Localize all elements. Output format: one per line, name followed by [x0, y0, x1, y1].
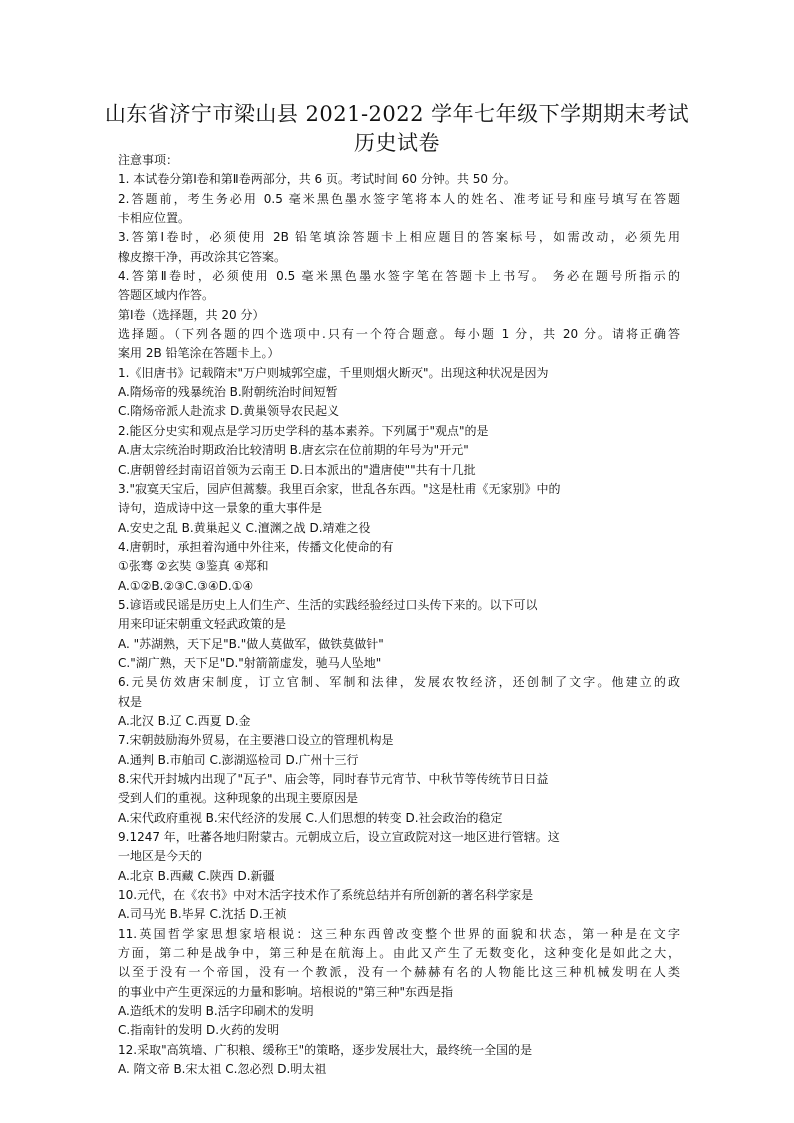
- exam-subtitle: 历史试卷: [354, 131, 440, 155]
- text-line: 5.谚语或民谣是历史上人们生产、生活的实践经验经过口头传下来的。以下可以: [118, 597, 538, 612]
- text-line: 2.答题前，考生务必用 0.5 毫米黑色墨水签字笔将本人的姓名、准考证号和座号填写在答题: [118, 191, 680, 206]
- text-line: A.①②B.②③C.③④D.①④: [118, 578, 254, 593]
- text-line: 注意事项：: [118, 153, 179, 167]
- text-line: 橡皮擦干净，再改涂其它答案。: [118, 249, 287, 264]
- text-line: 7.宋朝鼓励海外贸易，在主要港口设立的管理机构是: [118, 733, 394, 748]
- text-line: 的事业中产生更深远的力量和影响。培根说的"第三种"东西是指: [118, 984, 454, 999]
- text-line: 4.唐朝时，承担着沟通中外往来，传播文化使命的有: [118, 539, 394, 554]
- text-line: A.唐太宗统治时期政治比较清明 B.唐玄宗在位前期的年号为"开元": [118, 443, 469, 458]
- text-line: 1.《旧唐书》记载隋末"万户则城郭空虚，千里则烟火断灭"。出现这种状况是因为: [118, 365, 549, 380]
- text-line: 9.1247 年，吐蕃各地归附蒙古。元朝成立后，设立宣政院对这一地区进行管辖。这: [118, 830, 560, 845]
- text-line: A. 隋文帝 B.宋太祖 C.忽必烈 D.明太祖: [118, 1062, 327, 1077]
- text-line: 12.采取"高筑墙、广积粮、缓称王"的策略，逐步发展壮大，最终统一全国的是: [118, 1042, 533, 1057]
- text-line: 10.元代，在《农书》中对木活字技术作了系统总结并有所创新的著名科学家是: [118, 888, 534, 903]
- text-line: 受到人们的重视。这种现象的出现主要原因是: [118, 791, 359, 806]
- text-line: A.北汉 B.辽 C.西夏 D.金: [118, 713, 251, 728]
- exam-body: [118, 151, 680, 1080]
- text-line: 4.答第Ⅱ卷时，必须使用 0.5 毫米黑色墨水签字笔在答题卡上书写。 务必在题号所指示的: [118, 269, 680, 284]
- text-line: 一地区是今天的: [118, 849, 203, 864]
- text-line: C."湖广熟，天下足"D."射箭箭虚发，驰马人坠地": [118, 655, 382, 670]
- text-line: 1. 本试卷分第Ⅰ卷和第Ⅱ卷两部分，共 6 页。考试时间 60 分钟。共 50 分。: [118, 172, 516, 187]
- text-line: ①张骞 ②玄奘 ③鉴真 ④郑和: [118, 559, 269, 574]
- text-line: A.北京 B.西藏 C.陕西 D.新疆: [118, 868, 275, 883]
- text-line: C.隋炀帝派人赴流求 D.黄巢领导农民起义: [118, 404, 340, 419]
- text-line: A.通判 B.市舶司 C.澎湖巡检司 D.广州十三行: [118, 752, 359, 767]
- exam-title: 山东省济宁市梁山县 2021-2022 学年七年级下学期期末考试: [104, 102, 690, 126]
- text-line: 3.答第Ⅰ卷时，必须使用 2B 铅笔填涂答题卡上相应题目的答案标号，如需改动，必须先用: [118, 230, 680, 245]
- text-line: 方面，第二种是战争中，第三种是在航海上。由此又产生了无数变化，这种变化是如此之大，: [118, 946, 680, 961]
- text-line: C.指南针的发明 D.火药的发明: [118, 1023, 280, 1038]
- text-line: A.司马光 B.毕昇 C.沈括 D.王祯: [118, 907, 287, 922]
- text-line: C.唐朝曾经封南诏首领为云南王 D.日本派出的"遣唐使""共有十几批: [118, 462, 476, 477]
- text-line: 2.能区分史实和观点是学习历史学科的基本素养。下列属于"观点"的是: [118, 423, 489, 438]
- text-line: 第Ⅰ卷（选择题，共 20 分）: [118, 307, 265, 322]
- text-line: 3."寂寞天宝后，园庐但蒿藜。我里百余家，世乱各东西。"这是杜甫《无家别》中的: [118, 481, 561, 496]
- text-line: 权是: [118, 694, 143, 709]
- text-line: A.隋炀帝的残暴统治 B.附朝统治时间短暂: [118, 385, 338, 400]
- text-line: 8.宋代开封城内出现了"瓦子"、庙会等，同时春节元宵节、中秋节等传统节日日益: [118, 772, 549, 786]
- text-line: A.安史之乱 B.黄巢起义 C.澶渊之战 D.靖难之役: [118, 520, 371, 535]
- text-line: A.宋代政府重视 B.宋代经济的发展 C.人们思想的转变 D.社会政治的稳定: [118, 810, 503, 825]
- text-line: 选择题。（下列各题的四个选项中.只有一个符合题意。每小题 1 分，共 20 分。请将正确答: [118, 327, 680, 342]
- text-line: A.造纸术的发明 B.活字印刷术的发明: [118, 1004, 314, 1019]
- text-line: 案用 2B 铅笔涂在答题卡上。）: [118, 346, 280, 361]
- text-line: 诗句，造成诗中这一景象的重大事件是: [118, 501, 323, 516]
- text-line: 6.元昊仿效唐宋制度，订立官制、军制和法律，发展农牧经济，还创制了文字。他建立的政: [118, 675, 680, 690]
- text-line: 以至于没有一个帝国，没有一个教派，没有一个赫赫有名的人物能比这三种机械发明在人类: [118, 965, 680, 980]
- text-line: A. "苏湖熟，天下足"B."做人莫做军，做铁莫做针": [118, 636, 384, 651]
- text-line: 用来印证宋朝重文轻武政策的是: [118, 617, 287, 632]
- text-line: 答题区域内作答。: [118, 288, 215, 303]
- text-line: 卡相应位置。: [118, 211, 191, 226]
- text-line: 11.英国哲学家思想家培根说：这三种东西曾改变整个世界的面貌和状态，第一种是在文字: [118, 926, 680, 941]
